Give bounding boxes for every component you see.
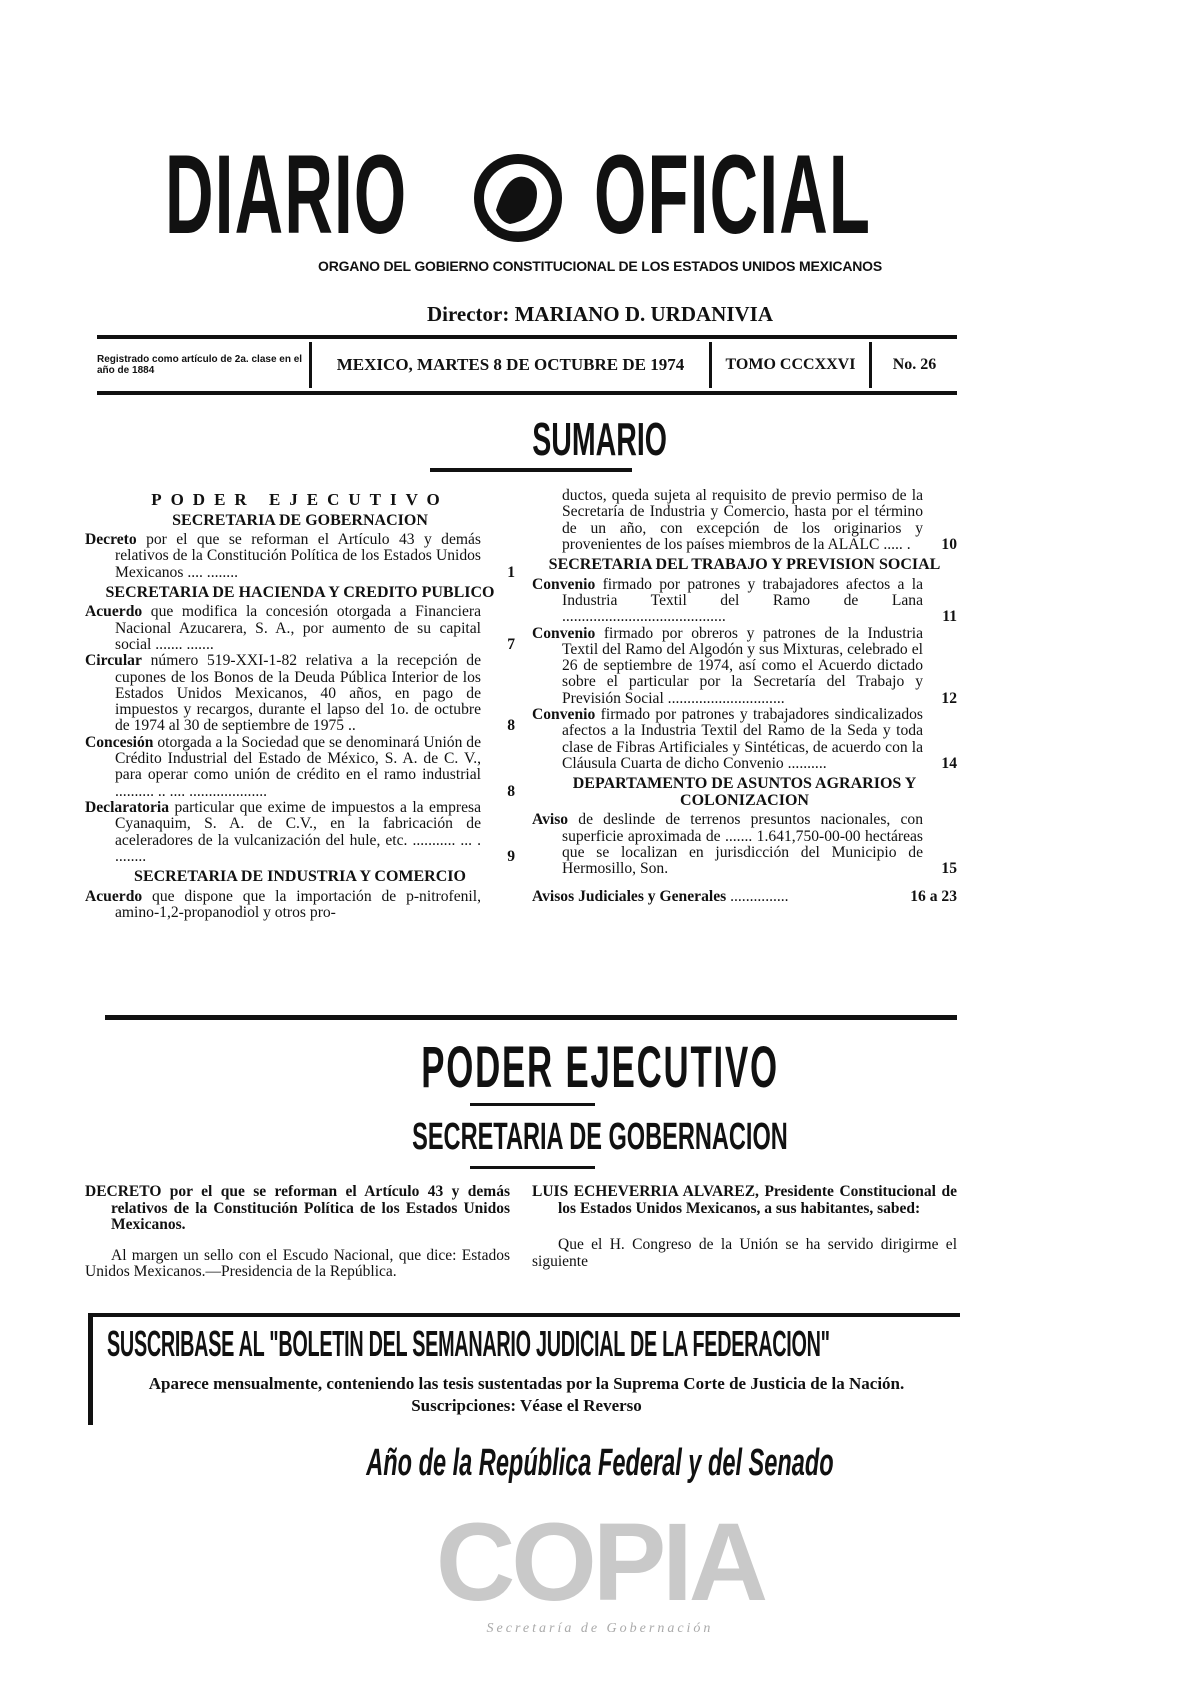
entry-page-number: 7 (507, 635, 515, 653)
body-column-left (85, 1184, 510, 1281)
divider (105, 1015, 957, 1020)
entry-description: ............... (726, 888, 789, 906)
summary-column-left (85, 488, 515, 921)
summary-entry (532, 889, 957, 905)
divider (430, 468, 632, 472)
watermark-subtext: Secretaría de Gobernación (486, 1621, 714, 1636)
entry-lead: Circular (85, 652, 142, 670)
subscription-notice (88, 1313, 960, 1425)
entry-description: por el que se reforman el Artículo 43 y demás relativos de la Constitución Política de los Estados Unidos Mexicanos .... ........ (115, 531, 481, 581)
entry-lead: Aviso (532, 811, 569, 829)
watermark (0, 1501, 1200, 1638)
entry-description: firmado por obreros y patrones de la Industria Textil del Ramo del Algodón y sus Mixturas, celebrado el 26 de septiembre de 1974, así como el Acuerdo dictado sobre el particular por la Secretaría del Trabajo y Previsión Social .............................. (562, 624, 923, 707)
president-paragraph: Que el H. Congreso de la Unión se ha servido dirigirme el siguiente (532, 1236, 957, 1270)
entry-lead: Avisos Judiciales y Generales (532, 888, 727, 906)
summary-entry (532, 577, 957, 626)
section-heading (0, 1034, 1200, 1101)
summary-entry (532, 626, 957, 707)
masthead (0, 132, 1200, 257)
summary-entry (85, 800, 515, 865)
entry-lead: Convenio (532, 706, 596, 724)
masthead-title-right: OFICIAL (594, 132, 872, 257)
decree-heading: DECRETO por el que se reforman el Artículo 43 y demás relativos de la Constitución Política de los Estados Unidos Mexicanos. (85, 1183, 510, 1233)
summary-entry (532, 488, 957, 553)
entry-lead: Acuerdo (85, 603, 143, 621)
summary-section-heading: DEPARTAMENTO DE ASUNTOS AGRARIOS Y COLONIZACION (572, 775, 917, 809)
issue-number: No. 26 (892, 356, 937, 373)
entry-text (532, 626, 923, 707)
entry-text (532, 812, 923, 877)
entry-page-number: 9 (507, 847, 515, 865)
summary-entry (85, 735, 515, 800)
masthead-title-left: DIARIO (165, 132, 408, 257)
decree-paragraph: Al margen un sello con el Escudo Nacional, que dice: Estados Unidos Mexicanos.—Presidencia de la República. (85, 1246, 510, 1280)
issue-info-bar (97, 335, 957, 395)
entry-text (85, 532, 481, 581)
entry-description: que modifica la concesión otorgada a Financiera Nacional Azucarera, S. A., por aumento de su capital social ....... ....... (115, 603, 481, 653)
entry-text (532, 889, 877, 905)
entry-page-number: 14 (941, 754, 957, 772)
summary-entry (532, 812, 957, 877)
entry-lead: Decreto (85, 531, 137, 548)
entry-text (85, 604, 481, 653)
entry-page-number: 8 (507, 717, 515, 735)
summary-heading (0, 412, 1200, 466)
entry-description: de deslinde de terrenos presuntos nacionales, con superficie aproximada de ....... 1.641,750-00-00 hectáreas que se localizan en jurisdicción del Municipio de Hermosillo, Son. (562, 811, 923, 878)
entry-description: ductos, queda sujeta al requisito de previo permiso de la Secretaría de Industria y Comercio, hasta por el término de un año, con excepción de los originarios y provenientes de los países miembros de la ALALC ..... . (562, 487, 923, 553)
section-title: PODER EJECUTIVO (421, 1035, 779, 1100)
entry-description: número 519-XXI-1-82 relativa a la recepción de cupones de los Bonos de la Deuda Pública Interior de los Estados Unidos Mexicanos, 40 años, en pago de impuestos y recargos, durante el lapso del 1o. de octubre de 1974 al 30 de septiembre de 1975 .. (115, 652, 481, 735)
entry-description: que dispone que la importación de p-nitrofenil, amino-1,2-propanodiol y otros pro- (115, 887, 481, 921)
summary-section-heading: SECRETARIA DE INDUSTRIA Y COMERCIO (134, 868, 466, 886)
footer-motto-wrap (0, 1442, 1200, 1485)
entry-lead: Convenio (532, 575, 596, 593)
entry-page-number: 8 (507, 782, 515, 800)
body-column-right (532, 1184, 957, 1270)
entry-text (532, 488, 923, 553)
entry-lead: Declaratoria (85, 798, 169, 816)
issue-date: MEXICO, MARTES 8 DE OCTUBRE DE 1974 (312, 342, 712, 388)
entry-text (85, 653, 481, 734)
summary-entry (85, 532, 515, 581)
president-heading: LUIS ECHEVERRIA ALVAREZ, Presidente Constitucional de los Estados Unidos Mexicanos, a sus habitantes, sabed: (532, 1183, 957, 1217)
secretaria-heading (0, 1116, 1200, 1159)
summary-entry (532, 707, 957, 772)
entry-page-number: 12 (941, 689, 957, 707)
divider (470, 1103, 595, 1106)
entry-lead: Convenio (532, 624, 596, 642)
entry-lead: Acuerdo (85, 887, 143, 905)
entry-page-number: 16 a 23 (910, 888, 957, 906)
issue-volume: TOMO CCCXXVI (712, 342, 872, 388)
entry-text (85, 800, 481, 865)
summary-entry (85, 889, 515, 922)
entry-text (85, 735, 481, 800)
entry-description: firmado por patrones y trabajadores afectos a la Industria Textil del Ramo de Lana .......................................... (562, 575, 923, 626)
entry-page-number: 11 (942, 608, 957, 626)
entry-text (85, 889, 481, 922)
national-seal-icon (448, 140, 588, 252)
notice-text: Aparece mensualmente, conteniendo las tesis sustentadas por la Suprema Corte de Justicia de la Nación. Suscripciones: Véase el Reverso (148, 1374, 905, 1415)
summary-entry (85, 653, 515, 734)
footer-motto: Año de la República Federal y del Senado (366, 1442, 834, 1484)
summary-entry (85, 604, 515, 653)
entry-description: firmado por patrones y trabajadores sindicalizados afectos a la Industria Textil del Ramo de la Seda y toda clase de Fibras Artificiales y Sintéticas, de acuerdo con la Cláusula Cuarta de dicho Convenio .......... (562, 706, 923, 772)
summary-section-heading: SECRETARIA DE HACIENDA Y CREDITO PUBLICO (105, 583, 495, 601)
summary-column-right (532, 488, 957, 906)
masthead-subtitle: ORGANO DEL GOBIERNO CONSTITUCIONAL DE LOS ESTADOS UNIDOS MEXICANOS (318, 258, 882, 274)
entry-text (532, 577, 923, 626)
notice-title-wrap (107, 1323, 957, 1367)
summary-section-heading: SECRETARIA DEL TRABAJO Y PREVISION SOCIAL (548, 556, 941, 574)
notice-title: SUSCRIBASE AL "BOLETIN DEL SEMANARIO JUDICIAL DE LA FEDERACION" (107, 1323, 830, 1364)
summary-section-heading: PODER EJECUTIVO (151, 490, 449, 509)
registration-note: Registrado como artículo de 2a. clase en el año de 1884 (97, 342, 312, 388)
entry-text (532, 707, 923, 772)
secretaria-title: SECRETARIA DE GOBERNACION (412, 1116, 788, 1158)
entry-page-number: 15 (941, 860, 957, 878)
entry-description: otorgada a la Sociedad que se denominará Unión de Crédito Industrial del Estado de México, S. A. de C. V., para operar como unión de crédito en el ramo industrial .......... .. .... .................... (115, 733, 481, 800)
entry-page-number: 10 (941, 535, 957, 553)
director-line: Director: MARIANO D. URDANIVIA (426, 302, 774, 326)
entry-description: particular que exime de impuestos a la empresa Cyanaquim, S. A. de C.V., en la fabricación de aceleradores de la vulcanización del hule, etc. ........... ... . ........ (115, 798, 481, 865)
watermark-text: COPIA (435, 1501, 765, 1624)
divider (470, 1166, 595, 1169)
entry-lead: Concesión (85, 733, 154, 751)
summary-title: SUMARIO (532, 413, 668, 465)
summary-section-heading: SECRETARIA DE GOBERNACION (172, 511, 428, 529)
entry-page-number: 1 (507, 563, 515, 581)
